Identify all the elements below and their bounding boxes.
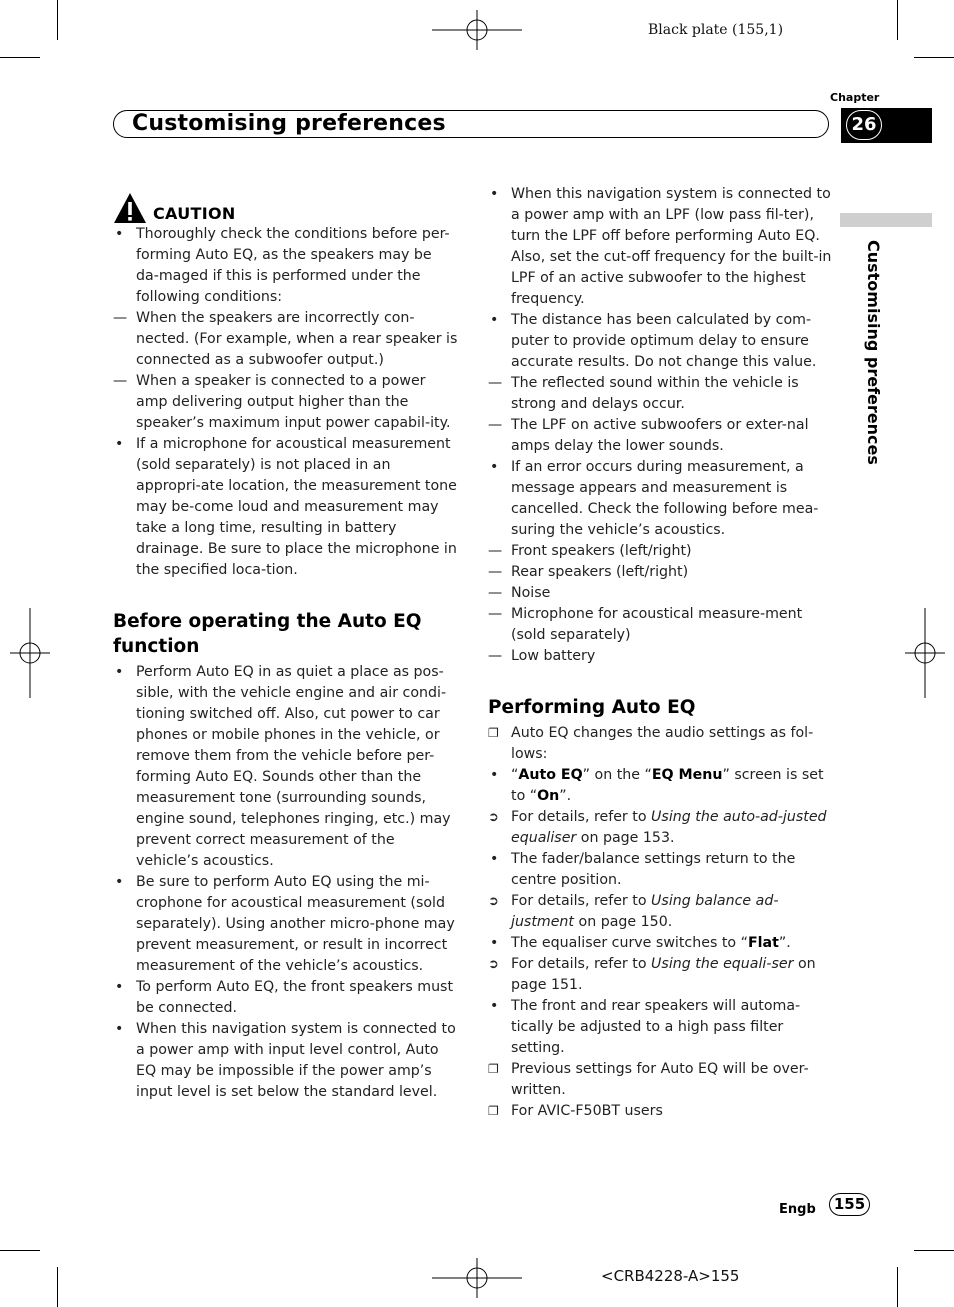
list-item: — Front speakers (left/right) [488,541,833,562]
reference-item: ➲ For details, refer to Using balance ad-justment on page 150. [488,891,833,933]
list-item: — Low battery [488,646,833,667]
list-item: • To perform Auto EQ, the front speakers must be connected. [113,977,458,1019]
side-tab-bar [840,213,932,227]
registration-mark-bottom [432,1258,522,1298]
document-code: <CRB4228-A>155 [601,1267,740,1285]
caution-heading [113,188,458,224]
crop-mark [914,57,954,58]
list-item: • The fader/balance settings return to the centre position. [488,849,833,891]
list-item: • The distance has been calculated by com-puter to provide optimum delay to ensure accurate results. Do not change this value. [488,310,833,373]
list-item: • When this navigation system is connected to a power amp with input level control, Auto EQ may be impossible if the power amp’s input level is set below the standard level. [113,1019,458,1103]
left-column [113,188,458,1103]
crop-mark [914,1250,954,1251]
list-item: • Be sure to perform Auto EQ using the mi-crophone for acoustical measurement (sold separately). Using another micro-phone may prevent measurement, or result in incorrect measurement of the vehicle’s acoustics. [113,872,458,977]
chapter-number: 26 [846,110,882,140]
list-item: ❐ For AVIC-F50BT users [488,1101,833,1122]
page-title: Customising preferences [132,111,446,136]
reference-item: ➲ For details, refer to Using the equali-ser on page 151. [488,954,833,996]
list-item: ❐ Auto EQ changes the audio settings as fol-lows: [488,723,833,765]
crop-mark [0,57,40,58]
warning-icon [113,192,147,224]
plate-label: Black plate (155,1) [648,22,784,38]
language-label: Engb [779,1202,816,1217]
page-number: 155 [829,1193,870,1216]
section-heading-performing: Performing Auto EQ [488,697,696,718]
right-column [488,184,833,1122]
list-item: • “Auto EQ” on the “EQ Menu” screen is set to “On”. [488,765,833,807]
list-item: • The equaliser curve switches to “Flat”. [488,933,833,954]
list-item: — Noise [488,583,833,604]
registration-mark-top [432,10,522,50]
list-item: • If a microphone for acoustical measurement (sold separately) is not placed in an appropri-ate location, the measurement tone may be-come loud and measurement may take a long time, resulting in battery drainage. Be sure to place the microphone in the specified loca-tion. [113,434,458,581]
crop-mark [897,1267,898,1307]
list-item: • Thoroughly check the conditions before per-forming Auto EQ, as the speakers may be da-maged if this is performed under the following conditions: [113,224,458,308]
list-item: — When a speaker is connected to a power amp delivering output higher than the speaker’s maximum input power capabil-ity. [113,371,458,434]
list-item: — Rear speakers (left/right) [488,562,833,583]
chapter-label: Chapter [830,91,880,104]
list-item: • When this navigation system is connected to a power amp with an LPF (low pass fil-ter), turn the LPF off before performing Auto EQ. Also, set the cut-off frequency for the built-in LPF of an active subwoofer to the highest frequency. [488,184,833,310]
reference-item: ➲ For details, refer to Using the auto-ad-justed equaliser on page 153. [488,807,833,849]
list-item: — The reflected sound within the vehicle is strong and delays occur. [488,373,833,415]
list-item: • Perform Auto EQ in as quiet a place as pos-sible, with the vehicle engine and air condi-tioning switched off. Also, cut power to car phones or mobile phones in the vehicle, or remove them from the vehicle before per-forming Auto EQ. Sounds other than the measurement tone (surrounding sounds, engine sound, telephones ringing, etc.) may prevent correct measurement of the vehicle’s acoustics. [113,662,458,872]
list-item: — The LPF on active subwoofers or exter-nal amps delay the lower sounds. [488,415,833,457]
crop-mark [57,1267,58,1307]
list-item: • The front and rear speakers will automa-tically be adjusted to a high pass filter setting. [488,996,833,1059]
list-item: — Microphone for acoustical measure-ment (sold separately) [488,604,833,646]
caution-label: CAUTION [153,204,236,223]
crop-mark [57,0,58,40]
side-tab-label: Customising preferences [864,240,883,465]
section-heading-before: Before operating the Auto EQ function [113,611,422,657]
list-item: ❐ Previous settings for Auto EQ will be over-written. [488,1059,833,1101]
list-item: — When the speakers are incorrectly con-nected. (For example, when a rear speaker is connected as a subwoofer output.) [113,308,458,371]
crop-mark [0,1250,40,1251]
registration-mark-left [10,608,50,698]
registration-mark-right [905,608,945,698]
list-item: • If an error occurs during measurement, a message appears and measurement is cancelled. Check the following before mea-suring the vehicle’s acoustics. [488,457,833,541]
crop-mark [897,0,898,40]
